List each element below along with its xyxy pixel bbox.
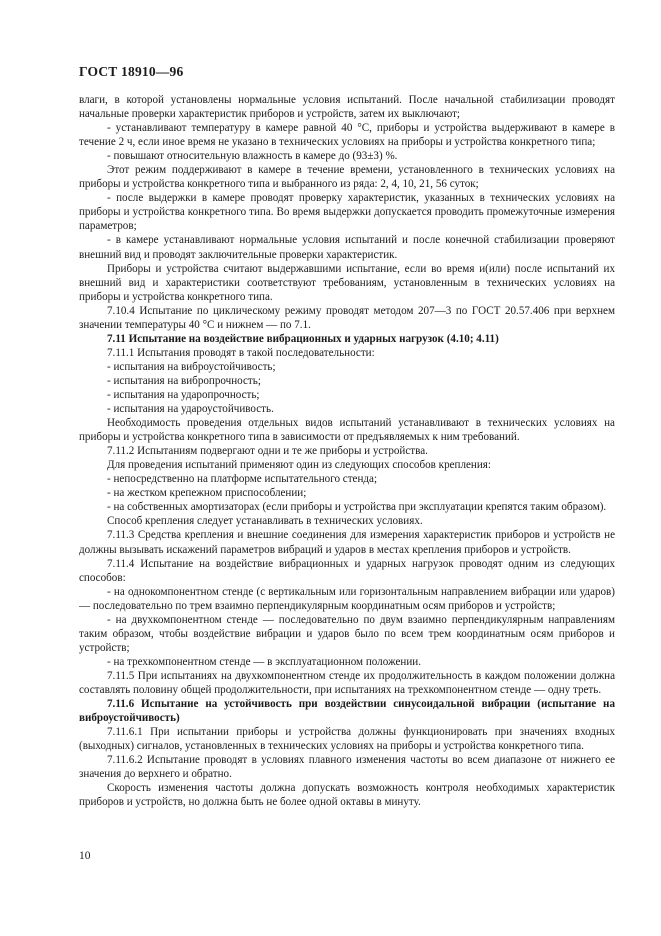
paragraph: Скорость изменения частоты должна допускать возможность контроля необходимых характеристик приборов и устройств, но должна быть не более одной октавы в минуту. [79, 782, 615, 809]
paragraph: Этот режим поддерживают в камере в течение времени, установленного в технических условиях на приборы и устройства конкретного типа и выбранного из ряда: 2, 4, 10, 21, 56 суток; [79, 164, 615, 191]
paragraph: - на двухкомпонентном стенде — последовательно по двум взаимно перпендикулярным направлениям таким образом, чтобы воздействие вибрации и ударов было по всем трем координатным осям приборов и устройств; [79, 613, 615, 654]
paragraph: - повышают относительную влажность в камере до (93±3) %. [107, 150, 398, 163]
paragraph: - на жестком крепежном приспособлении; [107, 487, 307, 500]
paragraph: - непосредственно на платформе испытательного стенда; [107, 473, 378, 486]
document-header: ГОСТ 18910—96 [79, 64, 184, 79]
paragraph: - испытания на ударопрочность; [107, 388, 260, 401]
paragraph: - на однокомпонентном стенде (с вертикальным или горизонтальным направлением вибрации или ударов) — последовательно по трем взаимно перпендикулярным координатным осям приборов и устройств; [79, 585, 615, 612]
paragraph: 7.11.6.2 Испытание проводят в условиях плавного изменения частоты во всем диапазоне от нижнего ее значения до верхнего и обратно. [79, 754, 615, 781]
paragraph: - испытания на виброустойчивость; [107, 360, 276, 373]
paragraph: - испытания на удароустойчивость. [107, 403, 274, 416]
section-heading: 7.11 Испытание на воздействие вибрационных и ударных нагрузок (4.10; 4.11) [107, 332, 499, 345]
paragraph: Способ крепления следует устанавливать в технических условиях. [107, 515, 423, 528]
paragraph: 7.11.6.1 При испытании приборы и устройства должны функционировать при значениях входных (выходных) сигналов, установленных в технических условиях на приборы и устройства конкретного типа. [79, 726, 615, 753]
document-body [79, 93, 615, 809]
paragraph: 7.11.3 Средства крепления и внешние соединения для измерения характеристик приборов и устройств не должны вызывать искажений параметров вибраций и ударов в местах крепления приборов и устройств. [79, 529, 615, 556]
paragraph: Приборы и устройства считают выдержавшими испытание, если во время и(или) после испытаний их внешний вид и характеристики соответствуют требованиям, установленным в технических условиях на приборы и устройства конкретного типа. [79, 262, 615, 303]
paragraph: - на собственных амортизаторах (если приборы и устройства при эксплуатации крепятся таким образом). [107, 501, 607, 514]
paragraph: - испытания на вибропрочность; [107, 374, 261, 387]
paragraph: - устанавливают температуру в камере равной 40 °С, приборы и устройства выдерживают в камере в течение 2 ч, если иное время не указано в технических условиях на приборы и устройства конкретного типа; [79, 122, 615, 149]
paragraph: - после выдержки в камере проводят проверку характеристик, указанных в технических условиях на приборы и устройства конкретного типа. Во время выдержки допускается проводить промежуточные измерения параметров; [79, 192, 615, 233]
section-heading: 7.11.6 Испытание на устойчивость при воздействии синусоидальной вибрации (испытание на виброустойчивость) [79, 698, 615, 725]
paragraph: - на трехкомпонентном стенде — в эксплуатационном положении. [107, 655, 421, 668]
paragraph: Для проведения испытаний применяют один из следующих способов крепления: [107, 459, 491, 472]
paragraph: 7.11.5 При испытаниях на двухкомпонентном стенде их продолжительность в каждом положении должна составлять половину общей продолжительности, при испытаниях на трехкомпонентном стенде — одну треть. [79, 669, 615, 696]
paragraph: Необходимость проведения отдельных видов испытаний устанавливают в технических условиях на приборы и устройства конкретного типа в зависимости от предъявляемых к ним требований. [79, 417, 615, 444]
paragraph: 7.11.2 Испытаниям подвергают одни и те же приборы и устройства. [107, 445, 428, 458]
paragraph: 7.10.4 Испытание по циклическому режиму проводят методом 207—3 по ГОСТ 20.57.406 при верхнем значении температуры 40 °С и нижнем — по 7.1. [79, 304, 615, 331]
page-number: 10 [79, 850, 91, 862]
paragraph: 7.11.1 Испытания проводят в такой последовательности: [107, 346, 375, 359]
paragraph: влаги, в которой установлены нормальные условия испытаний. После начальной стабилизации проводят начальные проверки характеристик приборов и устройств, затем их выключают; [79, 94, 615, 121]
paragraph: 7.11.4 Испытание на воздействие вибрационных и ударных нагрузок проводят одним из следующих способов: [79, 557, 615, 584]
paragraph: - в камере устанавливают нормальные условия испытаний и после конечной стабилизации проверяют внешний вид и проводят заключительные проверки характеристик. [79, 234, 615, 261]
